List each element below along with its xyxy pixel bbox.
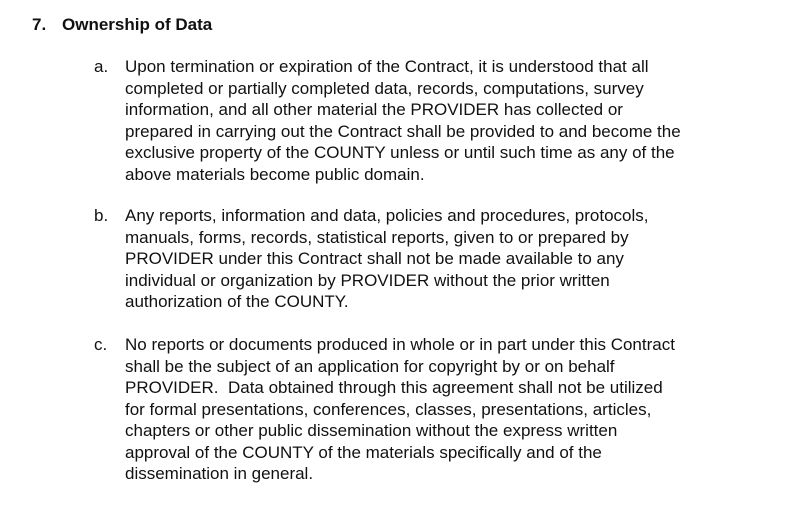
clause-label: c.	[94, 335, 108, 354]
clause-line: Upon termination or expiration of the Contract, it is understood that all	[125, 57, 649, 76]
clause-line: manuals, forms, records, statistical reports, given to or prepared by	[125, 227, 629, 247]
clause-c	[94, 334, 774, 485]
clause-b	[94, 205, 774, 313]
clause-text	[125, 334, 774, 485]
section-number: 7.	[32, 15, 47, 34]
clause-line: approval of the COUNTY of the materials specifically and of the	[125, 442, 602, 462]
section-title: Ownership of Data	[62, 15, 213, 34]
clause-a	[94, 56, 774, 185]
clause-line: authorization of the COUNTY.	[125, 292, 349, 311]
clause-text	[125, 56, 774, 185]
clause-line: prepared in carrying out the Contract shall be provided to and become the	[125, 121, 681, 141]
clause-line: for formal presentations, conferences, classes, presentations, articles,	[125, 399, 652, 419]
clause-line: dissemination in general.	[125, 464, 314, 483]
clause-label: b.	[94, 206, 109, 225]
clause-line: individual or organization by PROVIDER without the prior written	[125, 270, 610, 290]
clause-line: shall be the subject of an application for copyright by or on behalf	[125, 356, 615, 376]
clause-line: Any reports, information and data, policies and procedures, protocols,	[125, 206, 649, 225]
clause-label: a.	[94, 57, 109, 76]
clause-line: completed or partially completed data, records, computations, survey	[125, 78, 644, 98]
clause-line: PROVIDER under this Contract shall not be made available to any	[125, 249, 624, 268]
clause-text	[125, 205, 774, 313]
clause-line: PROVIDER. Data obtained through this agreement shall not be utilized	[125, 378, 663, 397]
clause-line: exclusive property of the COUNTY unless or until such time as any of the	[125, 143, 675, 162]
clause-line: above materials become public domain.	[125, 164, 425, 184]
clause-line: chapters or other public dissemination without the express written	[125, 421, 618, 440]
section-heading	[32, 14, 212, 36]
clause-line: No reports or documents produced in whole or in part under this Contract	[125, 335, 675, 354]
clause-line: information, and all other material the PROVIDER has collected or	[125, 100, 623, 119]
